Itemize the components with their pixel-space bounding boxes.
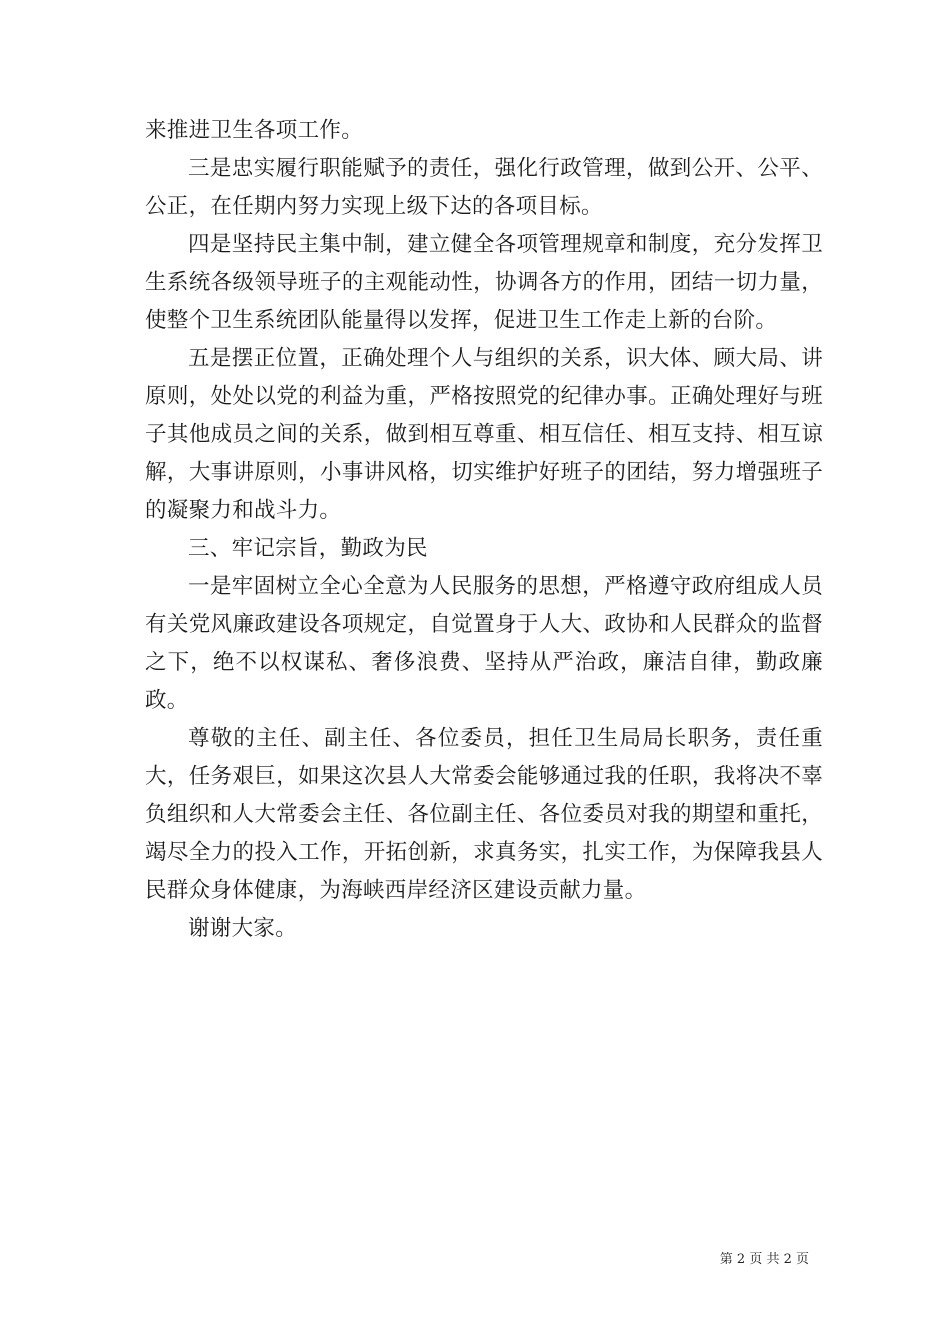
section-heading: 三、牢记宗旨，勤政为民 <box>188 536 428 561</box>
paragraph-thanks: 谢谢大家。 <box>188 916 298 941</box>
paragraph-point-four: 四是坚持民主集中制，建立健全各项管理规章和制度，充分发挥卫生系统各级领导班子的主观能动性，协调各方的作用，团结一切力量，使整个卫生系统团队能量得以发挥，促进卫生工作走上新的台阶。 <box>145 232 823 333</box>
paragraph-closing-statement: 尊敬的主任、副主任、各位委员，担任卫生局局长职务，责任重大，任务艰巨，如果这次县人大常委会能够通过我的任职，我将决不辜负组织和人大常委会主任、各位副主任、各位委员对我的期望和重托，竭尽全力的投入工作，开拓创新，求真务实，扎实工作，为保障我县人民群众身体健康，为海峡西岸经济区建设贡献力量。 <box>145 726 823 903</box>
document-body <box>145 112 823 948</box>
paragraph-point-one: 一是牢固树立全心全意为人民服务的思想，严格遵守政府组成人员有关党风廉政建设各项规定，自觉置身于人大、政协和人民群众的监督之下，绝不以权谋私、奢侈浪费、坚持从严治政，廉洁自律，勤政廉政。 <box>145 574 823 713</box>
paragraph-point-three: 三是忠实履行职能赋予的责任，强化行政管理，做到公开、公平、公正，在任期内努力实现上级下达的各项目标。 <box>145 156 823 219</box>
paragraph-point-five: 五是摆正位置，正确处理个人与组织的关系，识大体、顾大局、讲原则，处处以党的利益为重，严格按照党的纪律办事。正确处理好与班子其他成员之间的关系，做到相互尊重、相互信任、相互支持、相互谅解，大事讲原则，小事讲风格，切实维护好班子的团结，努力增强班子的凝聚力和战斗力。 <box>145 346 823 523</box>
paragraph-continuation: 来推进卫生各项工作。 <box>145 118 364 143</box>
page-number: 第 2 页 共 2 页 <box>719 1252 809 1267</box>
